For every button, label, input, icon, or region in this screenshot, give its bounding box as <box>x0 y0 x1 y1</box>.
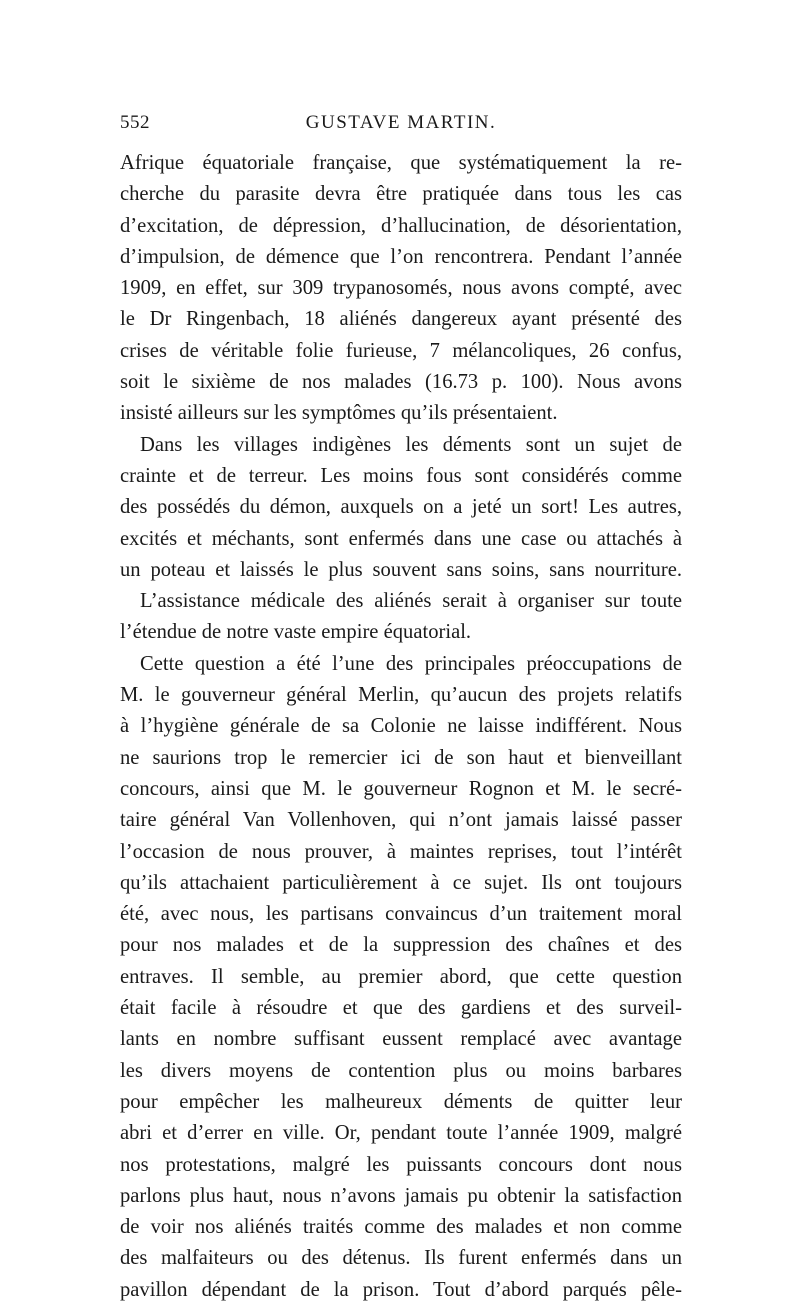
body-text <box>120 148 682 1306</box>
text-line: été, avec nous, les partisans convaincus d’un traitement moral <box>120 903 682 926</box>
text-line: des malfaiteurs ou des détenus. Ils furent enfermés dans un <box>120 1247 682 1270</box>
text-line: insisté ailleurs sur les symptômes qu’ils présentaient. <box>120 402 558 425</box>
text-line: l’étendue de notre vaste empire équatorial. <box>120 621 472 644</box>
text-line: le Dr Ringenbach, 18 aliénés dangereux ayant présenté des <box>120 308 682 331</box>
running-head <box>120 108 682 138</box>
page-number: 552 <box>120 112 150 133</box>
text-line: crises de véritable folie furieuse, 7 mélancoliques, 26 confus, <box>120 339 682 362</box>
text-line: excités et méchants, sont enfermés dans une case ou attachés à <box>120 527 682 550</box>
text-line: Dans les villages indigènes les déments sont un sujet de <box>140 433 682 456</box>
text-line: abri et d’errer en ville. Or, pendant toute l’année 1909, malgré <box>120 1122 682 1145</box>
paragraph-4 <box>120 649 682 1306</box>
paragraph-2 <box>120 430 682 586</box>
text-line: soit le sixième de nos malades (16.73 p. 100). Nous avons <box>120 371 682 394</box>
text-line: était facile à résoudre et que des gardiens et des surveil- <box>120 997 682 1020</box>
text-line: d’excitation, de dépression, d’hallucination, de désorientation, <box>120 214 682 237</box>
running-title: GUSTAVE MARTIN. <box>305 112 497 133</box>
text-line: L’assistance médicale des aliénés serait à organiser sur toute <box>140 590 682 613</box>
text-line: lants en nombre suffisant eussent remplacé avec avantage <box>120 1028 682 1051</box>
text-line: l’occasion de nous prouver, à maintes reprises, tout l’intérêt <box>120 840 682 863</box>
paragraph-1 <box>120 148 682 430</box>
text-line: de voir nos aliénés traités comme des malades et non comme <box>120 1216 682 1239</box>
text-line: ne saurions trop le remercier ici de son haut et bienveillant <box>120 746 682 769</box>
text-line: Cette question a été l’une des principales préoccupations de <box>140 652 682 675</box>
text-line: pour empêcher les malheureux déments de quitter leur <box>120 1090 682 1113</box>
text-line: taire général Van Vollenhoven, qui n’ont jamais laissé passer <box>120 809 682 832</box>
text-line: d’impulsion, de démence que l’on rencontrera. Pendant l’année <box>120 245 682 268</box>
text-line: 1909, en effet, sur 309 trypanosomés, nous avons compté, avec <box>120 277 682 300</box>
text-line: Afrique équatoriale française, que systématiquement la re- <box>120 152 682 174</box>
text-line: à l’hygiène générale de sa Colonie ne laisse indifférent. Nous <box>120 715 682 738</box>
text-line: qu’ils attachaient particulièrement à ce sujet. Ils ont toujours <box>120 871 682 894</box>
text-line: cherche du parasite devra être pratiquée dans tous les cas <box>120 183 682 206</box>
text-line: M. le gouverneur général Merlin, qu’aucun des projets relatifs <box>120 684 682 707</box>
text-line: des possédés du démon, auxquels on a jeté un sort! Les autres, <box>120 496 682 519</box>
text-line: parlons plus haut, nous n’avons jamais pu obtenir la satisfaction <box>120 1184 682 1207</box>
text-line: concours, ainsi que M. le gouverneur Rognon et M. le secré- <box>120 777 682 800</box>
text-line: un poteau et laissés le plus souvent sans soins, sans nourriture. <box>120 558 682 581</box>
text-line: pavillon dépendant de la prison. Tout d’abord parqués pêle- <box>120 1278 682 1301</box>
text-line: entraves. Il semble, au premier abord, que cette question <box>120 965 682 988</box>
text-line: nos protestations, malgré les puissants concours dont nous <box>120 1153 682 1176</box>
paragraph-3 <box>120 586 682 649</box>
text-line: pour nos malades et de la suppression des chaînes et des <box>120 934 682 957</box>
text-line: les divers moyens de contention plus ou moins barbares <box>120 1059 682 1082</box>
text-line: crainte et de terreur. Les moins fous sont considérés comme <box>120 464 682 487</box>
book-page <box>120 108 682 1306</box>
